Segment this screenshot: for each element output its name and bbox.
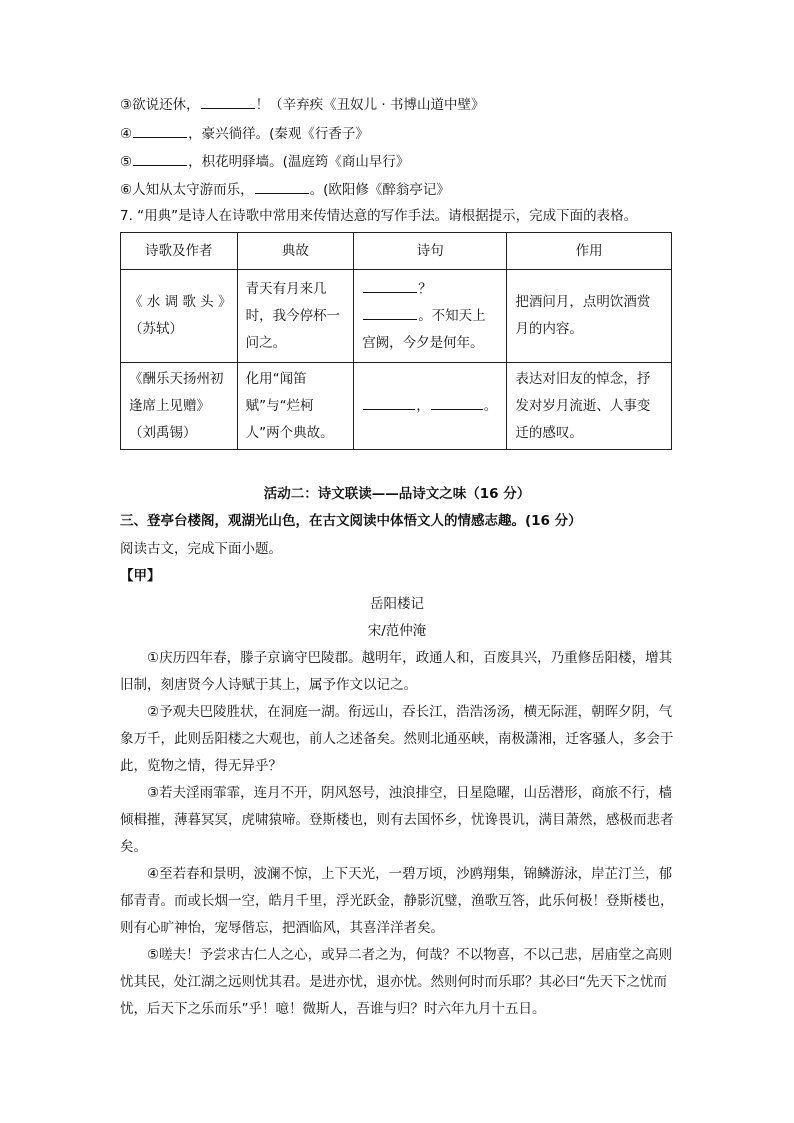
answer-blank[interactable] (255, 180, 309, 194)
cell-effect (507, 270, 672, 363)
verse-punct: ， (416, 397, 430, 414)
passage-label: 【甲】 (120, 568, 161, 584)
table-row (121, 270, 672, 363)
fill-item-source: 。(欧阳修《醉翁亭记》 (309, 182, 450, 198)
essay-paragraph: ①庆历四年春，滕子京谪守巴陵郡。越明年，政通人和，百废具兴，乃重修岳阳楼，增其旧制，刻唐贤今人诗赋于其上，属予作文以记之。 (120, 650, 673, 693)
essay-paragraph: ⑤嗟夫！予尝求古仁人之心，或异二者之为，何哉？不以物喜，不以己悲，居庙堂之高则忧其民，处江湖之远则忧其君。是进亦忧，退亦忧。然则何时而乐耶？其必曰“先天下之忧而忧，后天下之乐而乐”乎！噫！微斯人，吾谁与归？时六年九月十五日。 (120, 947, 673, 1017)
fill-item-text: ⑤ (120, 154, 133, 170)
fill-item-4 (120, 124, 369, 143)
fill-item-text: ④ (120, 126, 133, 142)
cell-text: 《 水 调 歌 头 》（苏轼） (129, 294, 225, 337)
cell-poem (121, 270, 238, 363)
answer-blank[interactable] (133, 124, 187, 138)
cell-effect (507, 363, 672, 450)
answer-blank[interactable] (133, 152, 187, 166)
fill-item-source: ，枳花明驿墙。(温庭筠《商山早行》 (188, 154, 410, 170)
cell-text: 表达对旧友的悼念，抒发对岁月流逝、人事变迁的感叹。 (515, 370, 651, 441)
cell-text: 把酒问月，点明饮酒赏月的内容。 (515, 294, 651, 337)
cell-verse (354, 363, 507, 450)
verse-punct: ？ (418, 280, 432, 297)
table-row (121, 363, 672, 450)
fill-item-text: ③欲说还休， (120, 97, 200, 113)
reading-instruction: 阅读古文，完成下面小题。 (120, 541, 282, 557)
answer-blank[interactable] (201, 95, 255, 109)
verse-text: 。不知天上宫阙，今夕是何年。 (362, 307, 486, 351)
essay-paragraph: ④至若春和景明，波澜不惊，上下天光，一碧万顷，沙鸥翔集，锦鳞游泳，岸芷汀兰，郁郁青青。而或长烟一空，皓月千里，浮光跃金，静影沉璧，渔歌互答，此乐何极！登斯楼也，则有心旷神怡，宠辱偕忘，把酒临风，其喜洋洋者矣。 (120, 866, 674, 936)
cell-text (362, 276, 498, 357)
fill-item-text: ⑥人知从太守游而乐， (120, 182, 254, 198)
answer-blank[interactable] (431, 396, 483, 410)
essay-paragraph: ②予观夫巴陵胜状，在洞庭一湖。衔远山，吞长江，浩浩汤汤，横无际涯，朝晖夕阴，气象万千，此则岳阳楼之大观也，前人之述备矣。然则北通巫峡，南极潇湘，迁客骚人，多会于此，览物之情，得无异乎？ (120, 704, 674, 774)
header-effect: 作用 (507, 233, 672, 270)
fill-item-source: ！（辛弃疾《丑奴儿 · 书博山道中壁》 (255, 97, 485, 113)
fill-item-6 (120, 180, 450, 199)
header-verse: 诗句 (354, 233, 507, 270)
section-heading: 三、登亭台楼阁，观湖光山色，在古文阅读中体悟文人的情感志趣。(16 分） (120, 513, 582, 529)
essay-paragraph: ③若夫淫雨霏霏，连月不开，阴风怒号，浊浪排空，日星隐曜，山岳潜形，商旅不行，樯倾楫摧，薄暮冥冥，虎啸猿啼。登斯楼也，则有去国怀乡，忧谗畏讥，满目萧然，感极而悲者矣。 (120, 785, 674, 855)
cell-allusion (237, 363, 354, 450)
cell-allusion (237, 270, 354, 363)
cell-text (362, 393, 498, 420)
table-header-row (121, 233, 672, 270)
essay-author: 宋/范仲淹 (367, 623, 427, 639)
header-allusion: 典故 (237, 233, 354, 270)
cell-text: 化用“闻笛赋”与“烂柯人”两个典故。 (245, 370, 334, 441)
essay-body (120, 645, 680, 1023)
fill-item-source: ，豪兴徜徉。(秦观《行香子》 (188, 126, 369, 142)
cell-verse (354, 270, 507, 363)
header-poem: 诗歌及作者 (121, 233, 238, 270)
answer-blank[interactable] (363, 396, 415, 410)
cell-text: 《酬乐天扬州初逢席上见赠》（刘禹锡） (129, 370, 224, 441)
essay-title: 岳阳楼记 (370, 596, 424, 612)
verse-punct: 。 (483, 397, 498, 414)
fill-item-5 (120, 152, 409, 171)
answer-blank[interactable] (363, 306, 417, 320)
cell-text: 青天有月来几时，我今停杯一问之。 (245, 280, 341, 351)
question-7: 7. “用典”是诗人在诗歌中常用来传情达意的写作手法。请根据提示，完成下面的表格。 (120, 208, 638, 224)
cell-poem (121, 363, 238, 450)
activity-heading: 活动二：诗文联读——品诗文之味（16 分） (263, 486, 531, 502)
allusion-table (120, 232, 672, 450)
fill-item-3 (120, 95, 484, 114)
answer-blank[interactable] (363, 279, 417, 293)
